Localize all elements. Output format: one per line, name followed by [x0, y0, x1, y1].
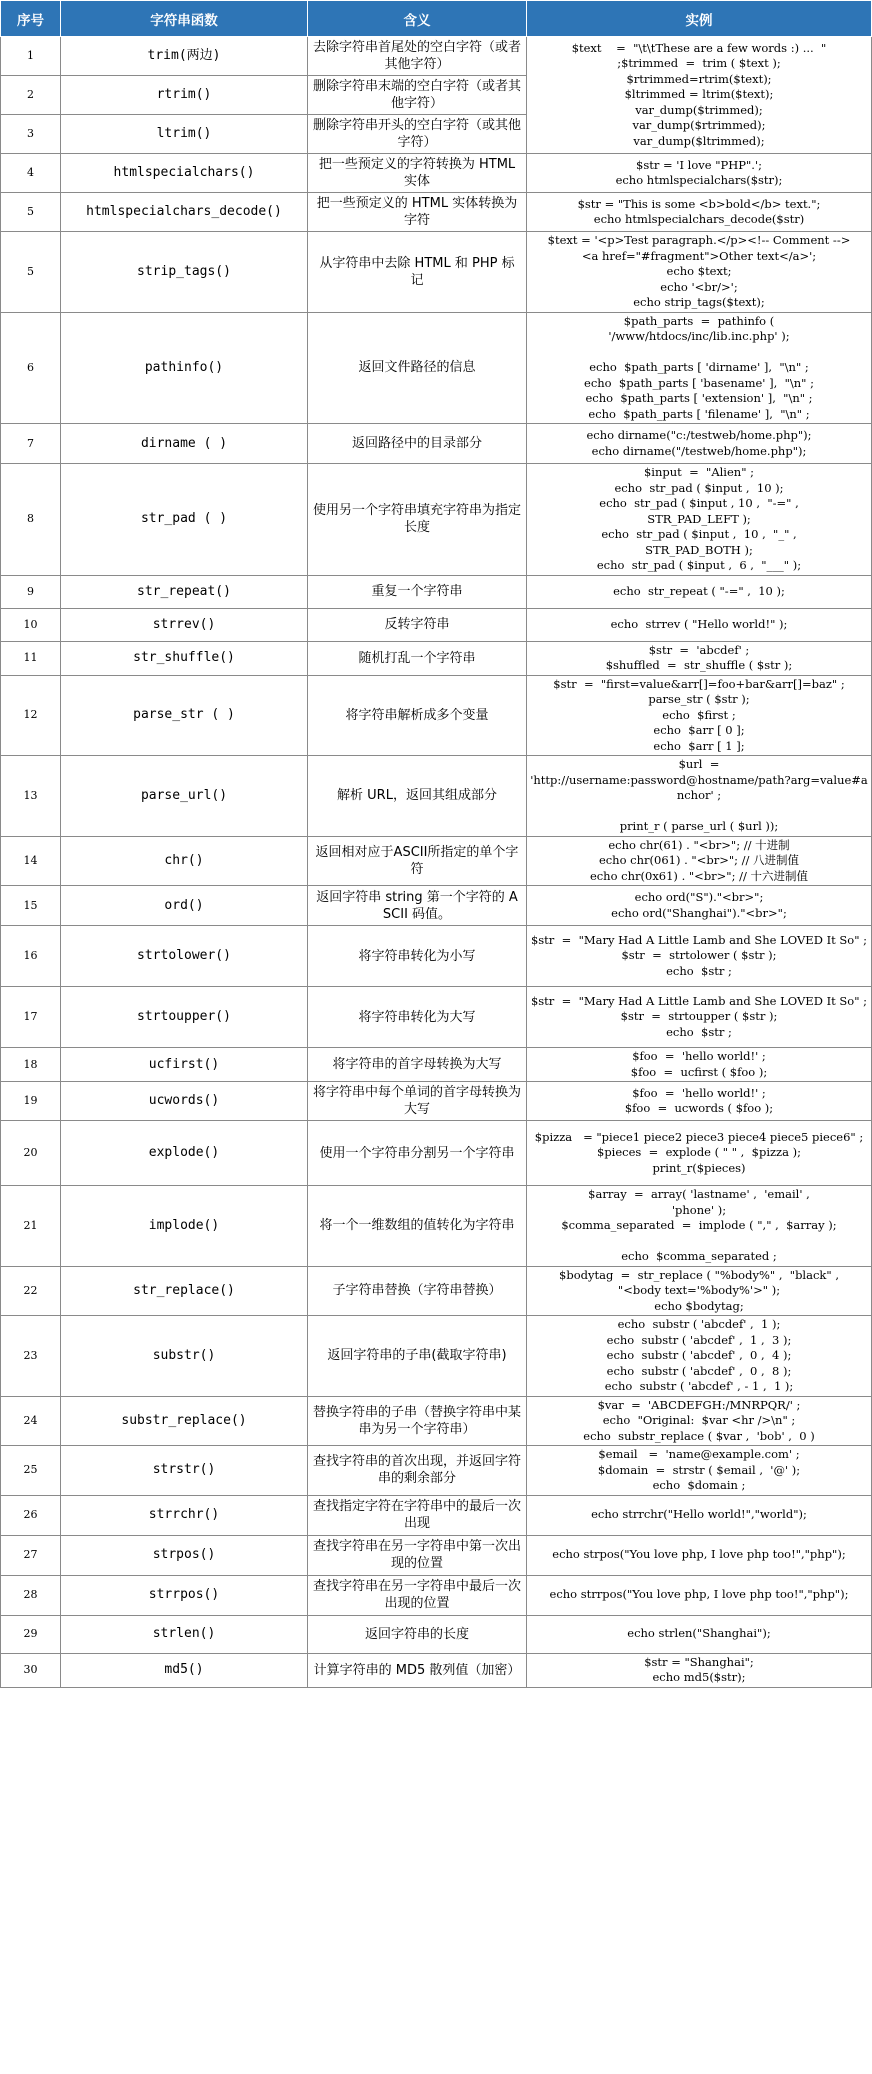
row-index-cell: 27 [1, 1535, 61, 1575]
function-name-cell: substr_replace() [61, 1396, 308, 1446]
function-name-cell: htmlspecialchars_decode() [61, 193, 308, 232]
row-index-cell: 2 [1, 76, 61, 115]
example-code-cell: echo str_repeat ( "-=" , 10 ); [527, 575, 872, 608]
example-code-cell: $foo = 'hello world!' ; $foo = ucwords ( $foo ); [527, 1082, 872, 1121]
example-code-cell: echo chr(61) . "<br>"; // 十进制 echo chr(061) . "<br>"; // 八进制值 echo chr(0x61) . "<br>"; // 十六进制值 [527, 836, 872, 886]
example-code-cell: echo dirname("c:/testweb/home.php"); echo dirname("/testweb/home.php"); [527, 424, 872, 464]
meaning-cell: 计算字符串的 MD5 散列值（加密） [308, 1653, 527, 1687]
row-index-cell: 7 [1, 424, 61, 464]
function-name-cell: strlen() [61, 1615, 308, 1653]
example-code-cell: echo strpos("You love php, I love php too!","php"); [527, 1535, 872, 1575]
function-name-cell: substr() [61, 1316, 308, 1397]
table-row [1, 154, 872, 193]
table-row [1, 1446, 872, 1496]
example-code-cell: echo ord("S")."<br>"; echo ord("Shanghai")."<br>"; [527, 886, 872, 926]
meaning-cell: 将字符串中每个单词的首字母转换为大写 [308, 1082, 527, 1121]
meaning-cell: 返回字符串 string 第一个字符的 ASCII 码值。 [308, 886, 527, 926]
row-index-cell: 8 [1, 464, 61, 576]
row-index-cell: 28 [1, 1575, 61, 1615]
row-index-cell: 14 [1, 836, 61, 886]
row-index-cell: 5 [1, 193, 61, 232]
table-row [1, 1396, 872, 1446]
meaning-cell: 子字符串替换（字符串替换） [308, 1266, 527, 1316]
table-row [1, 312, 872, 424]
function-name-cell: ucwords() [61, 1082, 308, 1121]
table-row [1, 926, 872, 987]
example-code-cell: $str = 'abcdef' ; $shuffled = str_shuffle ( $str ); [527, 641, 872, 675]
row-index-cell: 16 [1, 926, 61, 987]
function-name-cell: str_pad ( ) [61, 464, 308, 576]
meaning-cell: 替换字符串的子串（替换字符串中某串为另一个字符串） [308, 1396, 527, 1446]
table-row [1, 886, 872, 926]
example-code-cell: $bodytag = str_replace ( "%body%" , "black" , "<body text='%body%'>" ); echo $bodytag; [527, 1266, 872, 1316]
row-index-cell: 21 [1, 1186, 61, 1267]
example-code-cell: $url = 'http://username:password@hostname/path?arg=value#anchor' ; print_r ( parse_url ( $url )); [527, 756, 872, 837]
header-function: 字符串函数 [61, 1, 308, 37]
example-code-cell: $input = "Alien" ; echo str_pad ( $input , 10 ); echo str_pad ( $input , 10 , "-=" , STR_PAD_LEFT ); echo str_pad ( $input , 10 , "_" , STR_PAD_BOTH ); echo str_pad ( $input , 6 , "___" ); [527, 464, 872, 576]
row-index-cell: 5 [1, 232, 61, 313]
table-row [1, 836, 872, 886]
row-index-cell: 22 [1, 1266, 61, 1316]
function-name-cell: ord() [61, 886, 308, 926]
header-meaning: 含义 [308, 1, 527, 37]
meaning-cell: 重复一个字符串 [308, 575, 527, 608]
example-code-cell: $text = "\t\tThese are a few words :) ... " ;$trimmed = trim ( $text ); $rtrimmed=rtrim($text); $ltrimmed = ltrim($text); var_dump($trimmed); var_dump($rtrimmed); var_dump($ltrimmed); [527, 37, 872, 154]
table-row [1, 1495, 872, 1535]
row-index-cell: 18 [1, 1048, 61, 1082]
meaning-cell: 查找指定字符在字符串中的最后一次出现 [308, 1495, 527, 1535]
row-index-cell: 13 [1, 756, 61, 837]
table-row [1, 1186, 872, 1267]
header-index: 序号 [1, 1, 61, 37]
row-index-cell: 19 [1, 1082, 61, 1121]
function-name-cell: explode() [61, 1121, 308, 1186]
row-index-cell: 29 [1, 1615, 61, 1653]
example-code-cell: $str = "Mary Had A Little Lamb and She LOVED It So" ; $str = strtolower ( $str ); echo $str ; [527, 926, 872, 987]
example-code-cell: echo strrpos("You love php, I love php too!","php"); [527, 1575, 872, 1615]
example-code-cell: $str = "Shanghai"; echo md5($str); [527, 1653, 872, 1687]
function-name-cell: strstr() [61, 1446, 308, 1496]
table-row [1, 37, 872, 76]
row-index-cell: 10 [1, 608, 61, 641]
example-code-cell: $str = 'I love "PHP".'; echo htmlspecialchars($str); [527, 154, 872, 193]
row-index-cell: 4 [1, 154, 61, 193]
row-index-cell: 1 [1, 37, 61, 76]
example-code-cell: echo strrchr("Hello world!","world"); [527, 1495, 872, 1535]
meaning-cell: 返回相对应于ASCII所指定的单个字符 [308, 836, 527, 886]
example-code-cell: $str = "This is some <b>bold</b> text."; echo htmlspecialchars_decode($str) [527, 193, 872, 232]
function-name-cell: chr() [61, 836, 308, 886]
example-code-cell: $var = 'ABCDEFGH:/MNRPQR/' ; echo "Original: $var <hr />\n" ; echo substr_replace ( $var , 'bob' , 0 ) [527, 1396, 872, 1446]
meaning-cell: 将字符串转化为小写 [308, 926, 527, 987]
meaning-cell: 将一个一维数组的值转化为字符串 [308, 1186, 527, 1267]
row-index-cell: 24 [1, 1396, 61, 1446]
table-row [1, 1535, 872, 1575]
meaning-cell: 返回字符串的子串(截取字符串) [308, 1316, 527, 1397]
example-code-cell: echo strrev ( "Hello world!" ); [527, 608, 872, 641]
example-code-cell: echo strlen("Shanghai"); [527, 1615, 872, 1653]
table-row [1, 1121, 872, 1186]
table-row [1, 756, 872, 837]
function-name-cell: strpos() [61, 1535, 308, 1575]
row-index-cell: 23 [1, 1316, 61, 1397]
function-name-cell: str_replace() [61, 1266, 308, 1316]
table-row [1, 1653, 872, 1687]
table-row [1, 575, 872, 608]
row-index-cell: 17 [1, 987, 61, 1048]
meaning-cell: 查找字符串在另一字符串中第一次出现的位置 [308, 1535, 527, 1575]
row-index-cell: 3 [1, 115, 61, 154]
meaning-cell: 将字符串解析成多个变量 [308, 675, 527, 756]
table-row [1, 641, 872, 675]
meaning-cell: 从字符串中去除 HTML 和 PHP 标记 [308, 232, 527, 313]
row-index-cell: 6 [1, 312, 61, 424]
function-name-cell: strrchr() [61, 1495, 308, 1535]
row-index-cell: 11 [1, 641, 61, 675]
meaning-cell: 返回字符串的长度 [308, 1615, 527, 1653]
meaning-cell: 将字符串转化为大写 [308, 987, 527, 1048]
meaning-cell: 返回文件路径的信息 [308, 312, 527, 424]
meaning-cell: 返回路径中的目录部分 [308, 424, 527, 464]
example-code-cell: $foo = 'hello world!' ; $foo = ucfirst ( $foo ); [527, 1048, 872, 1082]
table-row [1, 1316, 872, 1397]
function-name-cell: strrev() [61, 608, 308, 641]
meaning-cell: 查找字符串的首次出现，并返回字符串的剩余部分 [308, 1446, 527, 1496]
table-row [1, 1266, 872, 1316]
meaning-cell: 随机打乱一个字符串 [308, 641, 527, 675]
meaning-cell: 把一些预定义的字符转换为 HTML 实体 [308, 154, 527, 193]
example-code-cell: $text = '<p>Test paragraph.</p><!-- Comment --> <a href="#fragment">Other text</a>'; echo $text; echo '<br/>'; echo strip_tags($text); [527, 232, 872, 313]
function-name-cell: parse_str ( ) [61, 675, 308, 756]
table-row [1, 608, 872, 641]
row-index-cell: 9 [1, 575, 61, 608]
function-name-cell: str_shuffle() [61, 641, 308, 675]
table-row [1, 193, 872, 232]
row-index-cell: 12 [1, 675, 61, 756]
meaning-cell: 反转字符串 [308, 608, 527, 641]
table-row [1, 1615, 872, 1653]
example-code-cell: $pizza = "piece1 piece2 piece3 piece4 piece5 piece6" ; $pieces = explode ( " " , $pizza ); print_r($pieces) [527, 1121, 872, 1186]
row-index-cell: 15 [1, 886, 61, 926]
meaning-cell: 查找字符串在另一字符串中最后一次出现的位置 [308, 1575, 527, 1615]
function-name-cell: htmlspecialchars() [61, 154, 308, 193]
table-row [1, 464, 872, 576]
function-name-cell: md5() [61, 1653, 308, 1687]
table-row [1, 987, 872, 1048]
meaning-cell: 删除字符串末端的空白字符（或者其他字符） [308, 76, 527, 115]
table-row [1, 1082, 872, 1121]
meaning-cell: 删除字符串开头的空白字符（或其他字符） [308, 115, 527, 154]
example-code-cell: $str = "Mary Had A Little Lamb and She LOVED It So" ; $str = strtoupper ( $str ); echo $str ; [527, 987, 872, 1048]
function-name-cell: dirname ( ) [61, 424, 308, 464]
function-name-cell: ucfirst() [61, 1048, 308, 1082]
function-name-cell: strtolower() [61, 926, 308, 987]
example-code-cell: echo substr ( 'abcdef' , 1 ); echo substr ( 'abcdef' , 1 , 3 ); echo substr ( 'abcdef' , 0 , 4 ); echo substr ( 'abcdef' , 0 , 8 ); echo substr ( 'abcdef' , - 1 , 1 ); [527, 1316, 872, 1397]
function-name-cell: pathinfo() [61, 312, 308, 424]
meaning-cell: 使用一个字符串分割另一个字符串 [308, 1121, 527, 1186]
function-name-cell: ltrim() [61, 115, 308, 154]
table-row [1, 1048, 872, 1082]
function-name-cell: str_repeat() [61, 575, 308, 608]
row-index-cell: 26 [1, 1495, 61, 1535]
row-index-cell: 20 [1, 1121, 61, 1186]
meaning-cell: 使用另一个字符串填充字符串为指定长度 [308, 464, 527, 576]
table-row [1, 424, 872, 464]
meaning-cell: 去除字符串首尾处的空白字符（或者其他字符） [308, 37, 527, 76]
function-name-cell: trim(两边) [61, 37, 308, 76]
function-name-cell: implode() [61, 1186, 308, 1267]
example-code-cell: $array = array( 'lastname' , 'email' , 'phone' ); $comma_separated = implode ( "," , $array ); echo $comma_separated ; [527, 1186, 872, 1267]
header-example: 实例 [527, 1, 872, 37]
function-name-cell: strip_tags() [61, 232, 308, 313]
example-code-cell: $path_parts = pathinfo ( '/www/htdocs/inc/lib.inc.php' ); echo $path_parts [ 'dirname' ], "\n" ; echo $path_parts [ 'basename' ], "\n" ; echo $path_parts [ 'extension' ], "\n" ; echo $path_parts [ 'filename' ], "\n" ; [527, 312, 872, 424]
example-code-cell: $str = "first=value&arr[]=foo+bar&arr[]=baz" ; parse_str ( $str ); echo $first ; echo $arr [ 0 ]; echo $arr [ 1 ]; [527, 675, 872, 756]
function-name-cell: parse_url() [61, 756, 308, 837]
table-row [1, 1575, 872, 1615]
table-header-row [1, 1, 872, 37]
meaning-cell: 将字符串的首字母转换为大写 [308, 1048, 527, 1082]
example-code-cell: $email = 'name@example.com' ; $domain = strstr ( $email , '@' ); echo $domain ; [527, 1446, 872, 1496]
table-row [1, 675, 872, 756]
row-index-cell: 25 [1, 1446, 61, 1496]
function-name-cell: strrpos() [61, 1575, 308, 1615]
table-row [1, 232, 872, 313]
function-name-cell: strtoupper() [61, 987, 308, 1048]
meaning-cell: 把一些预定义的 HTML 实体转换为字符 [308, 193, 527, 232]
function-name-cell: rtrim() [61, 76, 308, 115]
row-index-cell: 30 [1, 1653, 61, 1687]
meaning-cell: 解析 URL，返回其组成部分 [308, 756, 527, 837]
